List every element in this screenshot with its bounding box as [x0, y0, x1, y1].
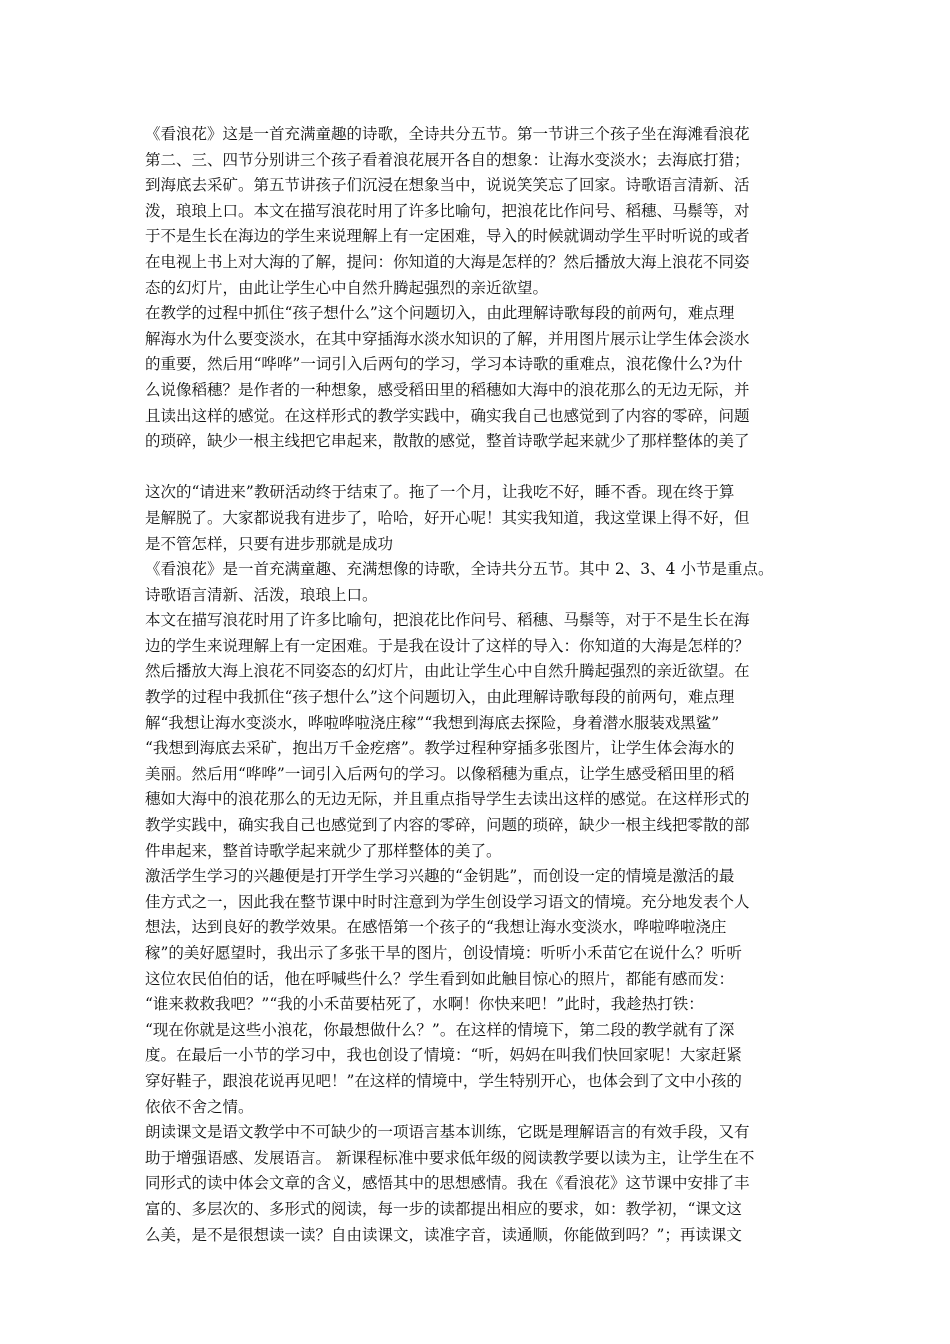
text-line: 激活学生学习的兴趣便是打开学生学习兴趣的“金钥匙”，而创设一定的情境是激活的最 [145, 867, 735, 886]
text-line: 《看浪花》是一首充满童趣、充满想像的诗歌，全诗共分五节。其中 2、3、4 小节是重点。 [145, 560, 774, 579]
text-line: 本文在描写浪花时用了许多比喻句，把浪花比作问号、稻穗、马鬃等，对于不是生长在海 [145, 611, 750, 630]
text-line: “谁来救救我吧？”“我的小禾苗要枯死了，水啊！你快来吧！”此时，我趁热打铁： [145, 995, 704, 1014]
text-line: 美丽。然后用“哗哗”一词引入后两句的学习。以像稻穗为重点，让学生感受稻田里的稻 [145, 764, 735, 783]
text-line: 教学的过程中我抓住“孩子想什么”这个问题切入，由此理解诗歌每段的前两句，难点理 [145, 688, 735, 707]
text-line: 第二、三、四节分别讲三个孩子看着浪花展开各自的想象：让海水变淡水；去海底打猎； [145, 150, 750, 169]
text-line: 在电视上书上对大海的了解，提问：你知道的大海是怎样的？然后播放大海上浪花不同姿 [145, 252, 750, 271]
text-line: 解海水为什么要变淡水，在其中穿插海水淡水知识的了解，并用图片展示让学生体会淡水 [145, 329, 750, 348]
text-line: 么说像稻穗？是作者的一种想象，感受稻田里的稻穗如大海中的浪花那么的无边无际，并 [145, 380, 750, 399]
text-line: 佳方式之一，因此我在整节课中时时注意到为学生创设学习语文的情境。充分地发表个人 [145, 892, 750, 911]
text-line: 是解脱了。大家都说我有进步了，哈哈，好开心呢！其实我知道，我这堂课上得不好，但 [145, 508, 750, 527]
text-line: 然后播放大海上浪花不同姿态的幻灯片，由此让学生心中自然升腾起强烈的亲近欲望。在 [145, 662, 750, 681]
text-line: 助于增强语感、发展语言。 新课程标准中要求低年级的阅读教学要以读为主，让学生在不 [145, 1148, 755, 1167]
text-line: 度。在最后一小节的学习中，我也创设了情境：“听，妈妈在叫我们快回家呢！大家赶紧 [145, 1046, 742, 1065]
text-line: 态的幻灯片，由此让学生心中自然升腾起强烈的亲近欲望。 [145, 278, 549, 297]
text-line: 边的学生来说理解上有一定困难。于是我在设计了这样的导入：你知道的大海是怎样的？ [145, 636, 750, 655]
text-line: 的琐碎，缺少一根主线把它串起来，散散的感觉，整首诗歌学起来就少了那样整体的美了 [145, 432, 750, 451]
text-line: 穿好鞋子，跟浪花说再见吧！”在这样的情境中，学生特别开心，也体会到了文中小孩的 [145, 1071, 742, 1090]
text-line: 这次的“请进来”教研活动终于结束了。拖了一个月，让我吃不好，睡不香。现在终于算 [145, 483, 735, 502]
text-line: 朗读课文是语文教学中不可缺少的一项语言基本训练，它既是理解语言的有效手段，又有 [145, 1123, 750, 1142]
text-line: 穗如大海中的浪花那么的无边无际，并且重点指导学生去读出这样的感觉。在这样形式的 [145, 790, 750, 809]
text-line: 想法，达到良好的教学效果。在感悟第一个孩子的“我想让海水变淡水，哗啦哗啦浇庄 [145, 918, 727, 937]
text-line: 于不是生长在海边的学生来说理解上有一定困难，导入的时候就调动学生平时听说的或者 [145, 227, 750, 246]
text-line: 件串起来，整首诗歌学起来就少了那样整体的美了。 [145, 841, 502, 860]
text-line: 教学实践中，确实我自己也感觉到了内容的零碎，问题的琐碎，缺少一根主线把零散的部 [145, 816, 750, 835]
text-line: 诗歌语言清新、活泼，琅琅上口。 [145, 585, 378, 604]
text-line: 《看浪花》这是一首充满童趣的诗歌，全诗共分五节。第一节讲三个孩子坐在海滩看浪花 [145, 125, 750, 143]
text-line: “现在你就是这些小浪花，你最想做什么？”。在这样的情境下，第二段的教学就有了深 [145, 1020, 735, 1039]
text-line: 么美，是不是很想读一读？自由读课文，读准字音，读通顺，你能做到吗？”；再读课文 [145, 1225, 742, 1244]
text-line: 到海底去采矿。第五节讲孩子们沉浸在想象当中，说说笑笑忘了回家。诗歌语言清新、活 [145, 176, 750, 195]
text-line: 稼”的美好愿望时，我出示了多张干旱的图片，创设情境：听听小禾苗它在说什么？听听 [145, 944, 742, 962]
text-line: 富的、多层次的、多形式的阅读，每一步的读都提出相应的要求，如：教学初，“课文这 [145, 1199, 742, 1218]
document-page [145, 122, 825, 1248]
text-line: 这位农民伯伯的话，他在呼喊些什么？学生看到如此触目惊心的照片，都能有感而发： [145, 969, 735, 988]
text-line: 同形式的读中体会文章的含义，感悟其中的思想感情。我在《看浪花》这节课中安排了丰 [145, 1174, 750, 1193]
text-line: 泼，琅琅上口。本文在描写浪花时用了许多比喻句，把浪花比作问号、稻穗、马鬃等，对 [145, 201, 750, 220]
text-line: 解“我想让海水变淡水，哗啦哗啦浇庄稼”“我想到海底去探险，身着潜水服装戏黑鲨” [145, 713, 720, 732]
text-line: “我想到海底去采矿，抱出万千金疙瘩”。教学过程种穿插多张图片，让学生体会海水的 [145, 739, 735, 758]
text-line: 的重要，然后用“哗哗”一词引入后两句的学习，学习本诗歌的重难点，浪花像什么?为什 [145, 355, 743, 374]
paragraph-gap [145, 455, 825, 481]
text-line: 依依不舍之情。 [145, 1097, 254, 1116]
text-line: 在教学的过程中抓住“孩子想什么”这个问题切入，由此理解诗歌每段的前两句，难点理 [145, 304, 735, 323]
text-line: 是不管怎样，只要有进步那就是成功 [145, 534, 394, 553]
text-line: 且读出这样的感觉。在这样形式的教学实践中，确实我自己也感觉到了内容的零碎，问题 [145, 406, 750, 425]
